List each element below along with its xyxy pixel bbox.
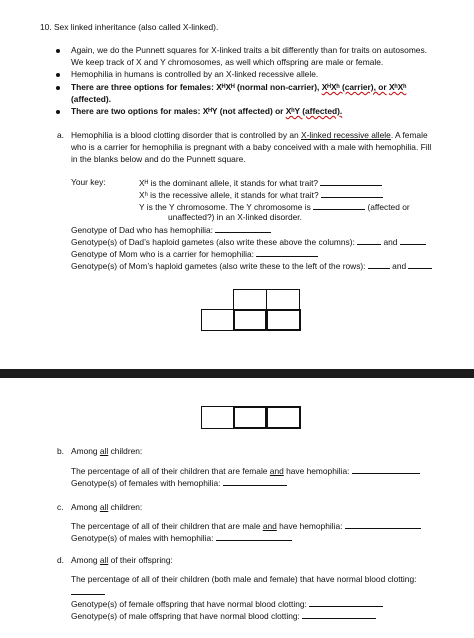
bullet-3-line-2: (affected).	[71, 94, 112, 104]
key-dominant-text: Xᴴ is the dominant allele, it stands for what trait?	[139, 178, 319, 188]
male-option-affected: XʰY (affected).	[285, 106, 343, 116]
part-d-question-3	[71, 610, 376, 622]
part-b-q1-post: have hemophilia:	[286, 466, 350, 476]
part-d-letter: d.	[57, 555, 64, 565]
punnett-cell-2-2[interactable]	[266, 406, 301, 429]
female-option-carrier: XᴴXʰ (carrier), or	[321, 82, 387, 92]
part-c-letter: c.	[57, 502, 64, 512]
dad-genotype-label: Genotype of Dad who has hemophilia:	[71, 225, 213, 235]
dad-gametes-label: Genotype(s) of Dad’s haploid gametes (also write these above the columns):	[71, 237, 355, 247]
key-recessive-allele	[139, 189, 383, 201]
bullet-dot	[56, 86, 60, 90]
dad-genotype	[71, 224, 271, 236]
mom-genotype-label: Genotype of Mom who is a carrier for hemophilia:	[71, 249, 254, 259]
part-d-heading-pre: Among	[71, 555, 98, 565]
page-break-bar	[0, 369, 474, 378]
punnett-cell-2-1[interactable]	[233, 406, 267, 429]
punnett-header-cell-2[interactable]	[266, 289, 300, 310]
bullet-2: Hemophilia in humans is controlled by an X-linked recessive allele.	[71, 69, 319, 79]
x-linked-recessive-allele: X-linked recessive allele	[300, 130, 391, 140]
part-b-q1-and: and	[269, 466, 284, 476]
bullet-dot	[56, 110, 60, 114]
recessive-trait-blank[interactable]	[321, 189, 383, 198]
part-c-q1-pre: The percentage of all of their children that are male	[71, 521, 261, 531]
part-b-letter: b.	[57, 446, 64, 456]
bullet-1-line-1: Again, we do the Punnett squares for X-linked traits a bit differently than for traits on autosomes.	[71, 45, 427, 55]
bullet-dot	[56, 49, 60, 53]
punnett-header-cell-1[interactable]	[233, 289, 267, 310]
part-c-question-1	[71, 520, 421, 532]
punnett-cell-1-1[interactable]	[233, 309, 267, 331]
and-text: and	[383, 237, 398, 247]
key-y-chromosome	[139, 201, 410, 213]
mom-gamete-1-blank[interactable]	[368, 260, 390, 269]
part-d-q3-label: Genotype(s) of male offspring that have normal blood clotting:	[71, 611, 300, 621]
bullet-3-line-1	[71, 82, 406, 93]
females-options-prefix: There are three options for females:	[71, 82, 214, 92]
mom-genotype	[71, 248, 318, 260]
male-hemophilia-genotype-blank[interactable]	[216, 532, 292, 541]
dad-gamete-2-blank[interactable]	[400, 236, 426, 245]
female-option-normal: XᴴXᴴ (normal non-carrier),	[216, 82, 320, 92]
part-c-q2-label: Genotype(s) of males with hemophilia:	[71, 533, 214, 543]
y-chromosome-blank[interactable]	[313, 201, 365, 210]
punnett-row-label-cell-1[interactable]	[201, 309, 234, 331]
males-options-prefix: There are two options for males:	[71, 106, 201, 116]
part-c-heading-pre: Among	[71, 502, 98, 512]
mom-gametes-label: Genotype(s) of Mom’s haploid gametes (also write these to the left of the rows):	[71, 261, 366, 271]
part-b-heading-all: all	[99, 446, 109, 456]
part-b-heading-pre: Among	[71, 446, 98, 456]
part-c-heading-post: children:	[110, 502, 143, 512]
part-a-letter: a.	[57, 130, 64, 140]
male-hemophilia-percent-blank[interactable]	[345, 520, 421, 529]
and-text: and	[392, 261, 407, 271]
part-a-line-1-tail: . A female	[390, 130, 428, 140]
part-c-question-2	[71, 532, 292, 544]
part-c-heading	[71, 502, 142, 513]
male-normal-genotype-blank[interactable]	[302, 610, 376, 619]
part-c-heading-all: all	[99, 502, 109, 512]
male-option-unaffected: XᴴY (not affected) or	[202, 106, 284, 116]
dominant-trait-blank[interactable]	[320, 177, 382, 186]
part-b-question-1	[71, 465, 420, 477]
mom-gamete-2-blank[interactable]	[408, 260, 432, 269]
part-c-q1-and: and	[262, 521, 277, 531]
female-option-affected: XʰXʰ	[388, 82, 407, 92]
punnett-row-label-cell-2[interactable]	[201, 406, 234, 429]
key-y-text: Y is the Y chromosome. The Y chromosome is	[139, 202, 311, 212]
part-d-q2-label: Genotype(s) of female offspring that have normal blood clotting:	[71, 599, 307, 609]
part-b-question-2	[71, 477, 287, 489]
dad-gametes	[71, 236, 426, 248]
question-title: 10. Sex linked inheritance (also called X-linked).	[40, 22, 219, 32]
punnett-cell-1-2[interactable]	[266, 309, 301, 331]
part-b-q1-pre: The percentage of all of their children that are female	[71, 466, 268, 476]
part-a-line-3: in the blanks below and do the Punnett square.	[71, 154, 246, 164]
mom-gametes	[71, 260, 432, 272]
bullet-dot	[56, 73, 60, 77]
part-d-question-1: The percentage of all of their children (both male and female) that have normal blood clotting:	[71, 574, 417, 584]
part-a-line-2: who is a carrier for hemophilia is pregnant with a baby conceived with a male with hemophilia. Fill	[71, 142, 432, 152]
dad-gamete-1-blank[interactable]	[357, 236, 381, 245]
part-a-line-1-text: Hemophilia is a blood clotting disorder that is controlled by an	[71, 130, 299, 140]
bullet-4	[71, 106, 342, 117]
female-normal-genotype-blank[interactable]	[309, 598, 383, 607]
part-d-question-2	[71, 598, 383, 610]
part-d-heading-all: all	[99, 555, 109, 565]
part-a-line-1	[71, 130, 428, 141]
part-b-heading	[71, 446, 142, 457]
part-b-heading-post: children:	[110, 446, 143, 456]
key-y-line-2: unaffected?) in an X-linked disorder.	[168, 212, 302, 222]
dad-genotype-blank[interactable]	[215, 224, 271, 233]
part-c-q1-post: have hemophilia:	[279, 521, 343, 531]
female-hemophilia-percent-blank[interactable]	[352, 465, 420, 474]
key-label: Your key:	[71, 177, 106, 187]
part-d-heading-post: of their offspring:	[110, 555, 173, 565]
mom-genotype-blank[interactable]	[256, 248, 318, 257]
normal-clotting-percent-blank[interactable]	[71, 586, 105, 595]
part-b-q2-label: Genotype(s) of females with hemophilia:	[71, 478, 221, 488]
key-recessive-text: Xʰ is the recessive allele, it stands for what trait?	[139, 190, 319, 200]
female-hemophilia-genotype-blank[interactable]	[223, 477, 287, 486]
bullet-1-line-2: We keep track of X and Y chromosomes, as well which offspring are male or female.	[71, 57, 384, 67]
key-y-tail: (affected or	[367, 202, 410, 212]
key-dominant-allele	[139, 177, 382, 189]
part-d-heading	[71, 555, 173, 566]
